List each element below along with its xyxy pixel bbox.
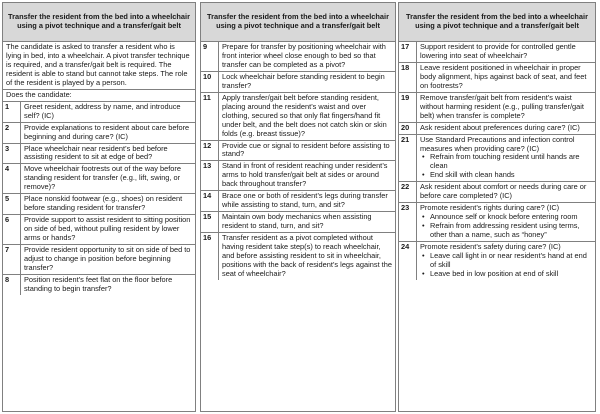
item-number: 13 <box>201 161 219 190</box>
item-bullet: • Refrain from addressing resident using terms, other than a name, such as “honey” <box>430 222 592 240</box>
item-cell <box>219 141 395 161</box>
item-text: Brace one or both of resident’s legs during transfer while assisting to stand, turn, and sit? <box>222 191 388 210</box>
checklist-item <box>201 212 395 233</box>
checklist-item <box>3 194 195 215</box>
item-number: 21 <box>399 135 417 182</box>
item-cell <box>21 194 195 214</box>
item-number: 16 <box>201 233 219 280</box>
checklist-item <box>399 63 595 93</box>
checklist-item <box>3 144 195 165</box>
item-number: 2 <box>3 123 21 143</box>
checklist-rows <box>399 42 595 280</box>
item-cell <box>219 72 395 92</box>
column-header-text: Transfer the resident from the bed into a wheelchair using a pivot technique and a transfer/gait belt <box>207 12 389 30</box>
checklist-item <box>201 141 395 162</box>
item-cell <box>417 135 595 182</box>
item-number: 1 <box>3 102 21 122</box>
item-number: 11 <box>201 93 219 140</box>
checklist-column-1 <box>2 2 196 412</box>
checklist-rows <box>201 42 395 280</box>
item-cell <box>417 203 595 241</box>
item-bullets <box>420 153 592 180</box>
item-number: 15 <box>201 212 219 232</box>
item-text: Position resident’s feet flat on the floor before standing to begin transfer? <box>24 274 173 293</box>
item-number: 18 <box>399 63 417 92</box>
item-text: Prepare for transfer by positioning wheelchair with front interior wheel close enough to bed so that transfer can be completed as a pivot? <box>222 42 386 69</box>
column-header <box>3 3 195 42</box>
checklist-item <box>399 93 595 123</box>
checklist-item <box>399 135 595 183</box>
checklist-item <box>201 72 395 93</box>
item-text: Use Standard Precautions and infection control measures when providing care? (IC) <box>420 134 575 153</box>
item-text: Place wheelchair near resident’s bed before assisting resident to sit at edge of bed? <box>24 143 168 162</box>
item-text: Ask resident about preferences during care? (IC) <box>420 122 580 132</box>
item-text: Provide resident opportunity to sit on side of bed to adjust to change in position before beginning transfer? <box>24 245 191 272</box>
item-cell <box>219 93 395 140</box>
checklist-item <box>399 242 595 280</box>
item-bullets <box>420 213 592 240</box>
item-text: Stand in front of resident reaching under resident’s arms to hold transfer/gait belt at sides or around back throughout transfer? <box>222 161 388 189</box>
item-text: Promote resident’s safety during care? (IC) <box>420 242 561 252</box>
item-bullet: • Leave call light in or near resident’s hand at end of skill <box>430 252 592 270</box>
checklist-rows <box>3 102 195 295</box>
item-number: 5 <box>3 194 21 214</box>
item-cell <box>21 275 195 295</box>
item-cell <box>21 164 195 193</box>
item-text: Transfer resident as a pivot completed without having resident take step(s) to reach wheelchair, and before assisting resident to sit in wheelchair, positions with the back of resident’s legs against the seat of wheelchair? <box>222 233 392 278</box>
scenario-intro: The candidate is asked to transfer a resident who is lying in bed, into a wheelchair. A pivot transfer technique is required, and a transfer/gait belt is required. The resident is able to stand but cannot take steps. The role of the resident is played by a person. <box>3 42 195 90</box>
checklist-item <box>201 93 395 141</box>
checklist-item <box>3 215 195 245</box>
checklist-item <box>399 203 595 242</box>
item-text: Ask resident about comfort or needs during care or before care completed? (IC) <box>420 182 587 201</box>
item-number: 7 <box>3 245 21 274</box>
item-cell <box>21 215 195 244</box>
item-number: 23 <box>399 203 417 241</box>
item-cell <box>417 93 595 122</box>
item-cell <box>21 144 195 164</box>
item-number: 4 <box>3 164 21 193</box>
item-text: Provide explanations to resident about care before beginning and during care? (IC) <box>24 122 190 141</box>
item-number: 22 <box>399 182 417 202</box>
item-cell <box>219 42 395 71</box>
item-cell <box>21 123 195 143</box>
item-number: 8 <box>3 275 21 295</box>
column-header <box>201 3 395 42</box>
item-cell <box>417 63 595 92</box>
checklist-item <box>3 245 195 275</box>
column-header-text: Transfer the resident from the bed into a wheelchair using a pivot technique and a transfer/gait belt <box>406 12 588 30</box>
item-cell <box>219 233 395 280</box>
checklist-item <box>3 102 195 123</box>
item-cell <box>219 161 395 190</box>
item-text: Promote resident’s rights during care? (IC) <box>420 203 560 213</box>
does-the-candidate-label: Does the candidate: <box>3 90 195 102</box>
item-text: Lock wheelchair before standing resident to begin transfer? <box>222 71 385 90</box>
item-bullet: • Refrain from touching resident until hands are clean <box>430 153 592 171</box>
item-number: 9 <box>201 42 219 71</box>
item-text: Provide cue or signal to resident before assisting to stand? <box>222 140 390 159</box>
item-number: 10 <box>201 72 219 92</box>
item-text: Place nonskid footwear (e.g., shoes) on resident before standing resident for transfer? <box>24 194 183 213</box>
item-cell <box>21 245 195 274</box>
checklist-item <box>3 164 195 194</box>
checklist-item <box>399 123 595 135</box>
item-text: Leave resident positioned in wheelchair in proper body alignment, hips against back of seat, and feet on footrests? <box>420 62 587 90</box>
item-number: 17 <box>399 42 417 62</box>
item-number: 24 <box>399 242 417 280</box>
item-text: Greet resident, address by name, and introduce self? (IC) <box>24 101 181 120</box>
item-number: 3 <box>3 144 21 164</box>
checklist-item <box>399 42 595 63</box>
item-cell <box>21 102 195 122</box>
checklist-item <box>201 233 395 280</box>
item-cell <box>219 212 395 232</box>
checklist-item <box>3 123 195 144</box>
item-cell <box>417 182 595 202</box>
item-number: 12 <box>201 141 219 161</box>
item-text: Provide support to assist resident to sitting position on side of bed, without pulling resident by lower arms or hands? <box>24 215 191 243</box>
item-text: Remove transfer/gait belt from resident’s waist without harming resident (e.g., pulling transfer/gait belt) when transfer is complete? <box>420 92 584 120</box>
item-bullets <box>420 252 592 279</box>
checklist-item <box>399 182 595 203</box>
checklist-item <box>201 161 395 191</box>
item-cell <box>219 191 395 211</box>
checklist-item <box>3 275 195 295</box>
checklist-column-3 <box>398 2 596 412</box>
checklist-column-2 <box>200 2 396 412</box>
checklist-item <box>201 191 395 212</box>
item-number: 20 <box>399 123 417 134</box>
item-text: Apply transfer/gait belt before standing resident, placing around the resident’s waist and over clothing, secured so that only flat fingers/hand fit under belt, and the belt does not catch skin or skin folds (e.g. breast tissue)? <box>222 92 387 138</box>
item-number: 6 <box>3 215 21 244</box>
column-header <box>399 3 595 42</box>
item-number: 14 <box>201 191 219 211</box>
item-bullet: • Announce self or knock before entering room <box>430 213 592 222</box>
item-text: Support resident to provide for controlled gentle lowering into seat of wheelchair? <box>420 42 576 60</box>
item-cell <box>417 42 595 62</box>
item-cell <box>417 123 595 134</box>
item-bullet: • Leave bed in low position at end of skill <box>430 270 592 279</box>
item-text: Maintain own body mechanics when assisting resident to stand, turn, and sit? <box>222 212 372 231</box>
item-cell <box>417 242 595 280</box>
checklist-item <box>201 42 395 72</box>
item-bullet: • End skill with clean hands <box>430 171 592 180</box>
item-text: Move wheelchair footrests out of the way before standing resident for transfer (e.g., lift, swing, or remove)? <box>24 164 181 192</box>
item-number: 19 <box>399 93 417 122</box>
column-header-text: Transfer the resident from the bed into a wheelchair using a pivot technique and a transfer/gait belt <box>8 12 190 30</box>
